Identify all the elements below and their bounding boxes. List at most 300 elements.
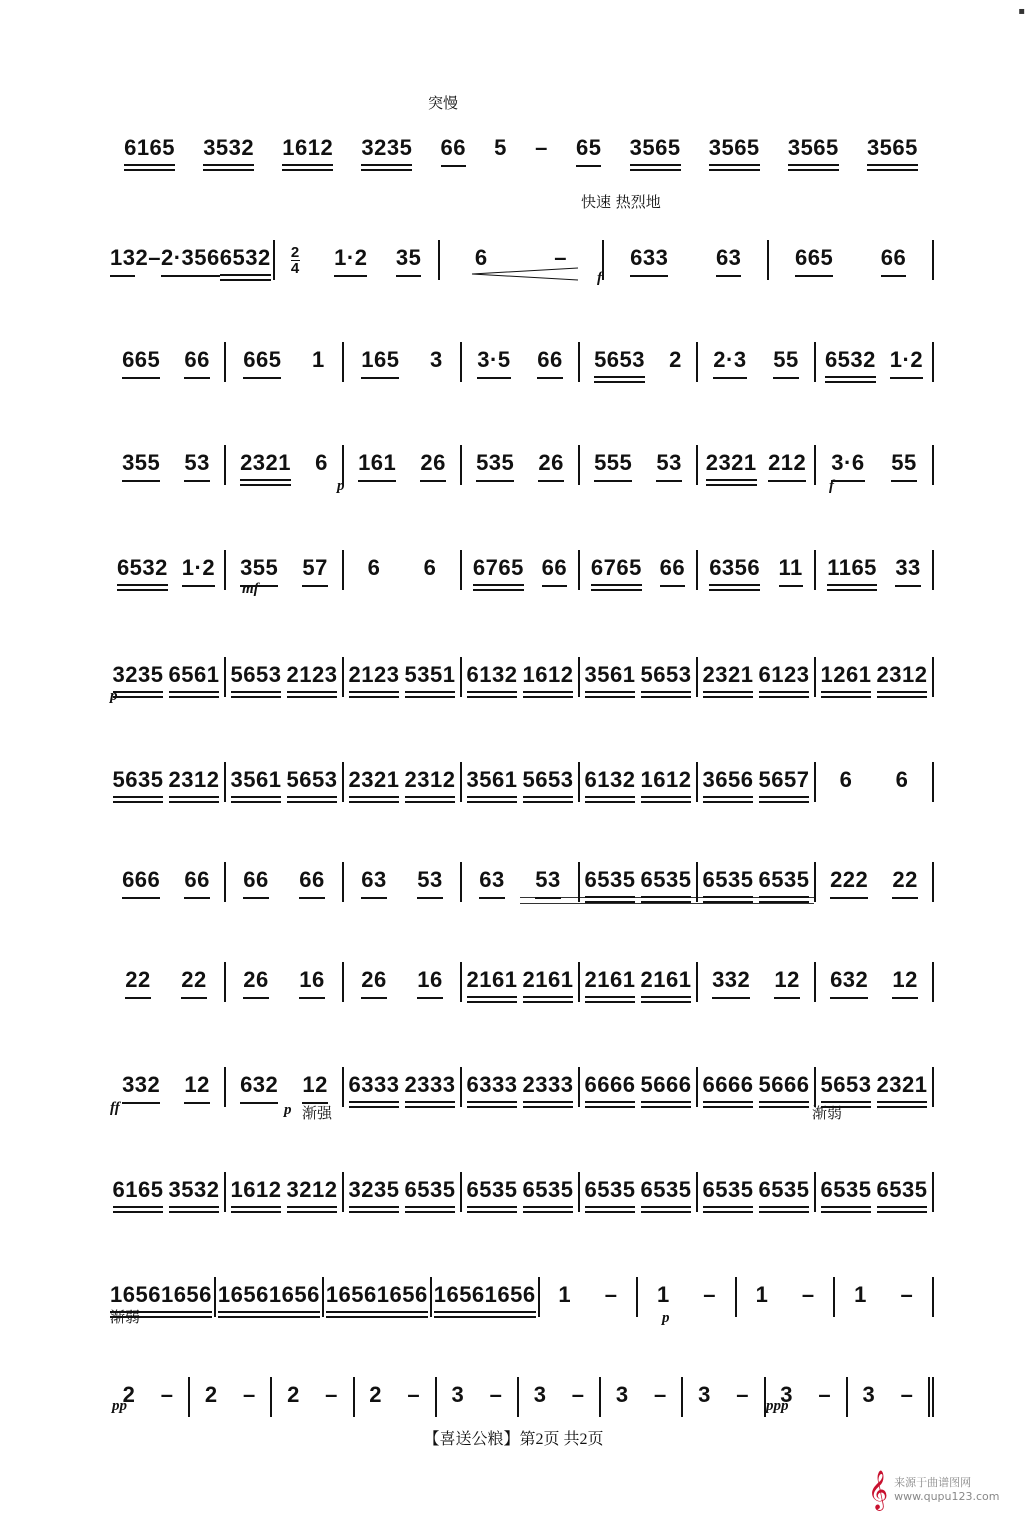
note-group: 6535 bbox=[759, 1177, 810, 1207]
dash-extension: – bbox=[653, 1382, 667, 1407]
note-group: 2 bbox=[369, 1382, 383, 1407]
note-group: 222 bbox=[830, 867, 868, 897]
note-group: 5351 bbox=[405, 662, 456, 692]
staff-system bbox=[108, 518, 934, 608]
note-group: 5653 bbox=[231, 662, 282, 692]
note-group: 66 bbox=[184, 347, 209, 377]
measure bbox=[816, 962, 934, 1002]
dynamic-f: f bbox=[597, 270, 602, 286]
note-group: 3656 bbox=[703, 767, 754, 797]
page-corner-mark: ▪ bbox=[1018, 6, 1025, 17]
note-group: 13 bbox=[110, 245, 135, 275]
measure bbox=[216, 1277, 324, 1317]
staff-system bbox=[108, 625, 934, 715]
measure bbox=[698, 1172, 816, 1212]
measure bbox=[816, 1172, 934, 1212]
staff-line bbox=[108, 342, 934, 382]
note-group: 1 bbox=[854, 1282, 867, 1307]
note-group: 16 bbox=[299, 967, 324, 997]
measure bbox=[462, 445, 580, 485]
measure bbox=[226, 1172, 344, 1212]
note-group: 3·5 bbox=[477, 347, 510, 377]
note-group: 6132 bbox=[467, 662, 518, 692]
note-group: 632 bbox=[240, 1072, 278, 1102]
note-group: 355 bbox=[240, 555, 278, 585]
note-group: 1165 bbox=[827, 555, 877, 585]
note-group: 1656 bbox=[269, 1282, 320, 1312]
measure bbox=[462, 550, 580, 590]
staff-system bbox=[108, 413, 934, 503]
dash-extension: – bbox=[604, 1282, 618, 1307]
measure bbox=[190, 1377, 272, 1417]
measure bbox=[344, 1172, 462, 1212]
measure bbox=[462, 1067, 580, 1107]
note-group: 6 bbox=[839, 767, 853, 792]
measure bbox=[108, 1172, 226, 1212]
measure bbox=[698, 342, 816, 382]
measure bbox=[580, 550, 698, 590]
staff-line bbox=[108, 130, 934, 170]
staff-line bbox=[108, 240, 934, 280]
note-group: 5653 bbox=[523, 767, 574, 797]
note-group: 6535 bbox=[405, 1177, 456, 1207]
note-group: 6165 bbox=[113, 1177, 164, 1207]
measure bbox=[698, 550, 816, 590]
note-group: 665 bbox=[243, 347, 281, 377]
measure bbox=[816, 1067, 934, 1107]
note-group: 6535 bbox=[641, 1177, 692, 1207]
measure bbox=[108, 1277, 216, 1317]
time-signature bbox=[291, 245, 300, 276]
dash-extension: – bbox=[242, 1382, 256, 1407]
measure bbox=[108, 550, 226, 590]
note-group: 6535 bbox=[759, 867, 810, 897]
note-group: 2 bbox=[287, 1382, 300, 1407]
measure bbox=[108, 445, 226, 485]
measure bbox=[580, 762, 698, 802]
note-group: 3 bbox=[615, 1382, 629, 1407]
note-group: 6535 bbox=[703, 867, 754, 897]
measure bbox=[108, 240, 275, 280]
dash-extension: – bbox=[325, 1382, 338, 1407]
note-group: 1656 bbox=[485, 1282, 536, 1312]
note-group: 2312 bbox=[877, 662, 928, 692]
time-signature-top: 2 bbox=[290, 243, 300, 261]
measure bbox=[604, 240, 769, 280]
measure bbox=[835, 1277, 934, 1317]
page-footer: 【喜送公粮】第2页 共2页 bbox=[423, 1431, 604, 1448]
note-group: 5653 bbox=[594, 347, 645, 377]
note-group: 55 bbox=[891, 450, 916, 480]
measure bbox=[816, 342, 934, 382]
watermark-line2: www.qupu123.com bbox=[894, 1490, 1000, 1503]
note-group: 22 bbox=[181, 967, 206, 997]
staff-line bbox=[108, 1277, 934, 1317]
staff-line bbox=[108, 1172, 934, 1212]
note-group: 66 bbox=[660, 555, 685, 585]
measure bbox=[580, 657, 698, 697]
note-group: 2321 bbox=[703, 662, 754, 692]
note-group: 2321 bbox=[706, 450, 757, 480]
note-group: 6333 bbox=[467, 1072, 518, 1102]
note-group: 3565 bbox=[630, 135, 681, 165]
measure bbox=[437, 1377, 519, 1417]
dash-extension: – bbox=[900, 1382, 914, 1407]
measure bbox=[698, 445, 816, 485]
note-group: 12 bbox=[302, 1072, 327, 1102]
note-group: 3 bbox=[451, 1382, 465, 1407]
note-group: 66 bbox=[441, 135, 466, 165]
staff-line bbox=[108, 445, 934, 485]
note-group: 16 bbox=[417, 967, 442, 997]
note-group: 26 bbox=[538, 450, 563, 480]
measure bbox=[816, 445, 934, 485]
note-group: 66 bbox=[243, 867, 268, 897]
note-group: 53 bbox=[535, 867, 560, 897]
staff-line bbox=[108, 657, 934, 697]
measure bbox=[638, 1277, 737, 1317]
note-group: 26 bbox=[361, 967, 386, 997]
measure bbox=[226, 550, 344, 590]
note-group: 2321 bbox=[349, 767, 400, 797]
note-group: 5666 bbox=[641, 1072, 692, 1102]
measure bbox=[769, 240, 934, 280]
note-group: 3532 bbox=[203, 135, 254, 165]
measure bbox=[462, 862, 580, 902]
note-group: 1 bbox=[755, 1282, 769, 1307]
measure bbox=[344, 342, 462, 382]
note-group: 6123 bbox=[759, 662, 810, 692]
staff-line bbox=[108, 762, 934, 802]
dash-extension: – bbox=[554, 245, 568, 270]
dash-extension: – bbox=[148, 245, 161, 270]
time-signature-bottom: 4 bbox=[290, 259, 300, 277]
dash-extension: – bbox=[900, 1282, 914, 1307]
measure bbox=[462, 762, 580, 802]
note-group: 2·3 bbox=[713, 347, 746, 377]
note-group: 53 bbox=[417, 867, 442, 897]
note-group: 1·2 bbox=[182, 555, 215, 585]
measure bbox=[848, 1377, 934, 1417]
note-group: 2312 bbox=[405, 767, 456, 797]
note-group: 6532 bbox=[825, 347, 876, 377]
note-group: 2321 bbox=[877, 1072, 928, 1102]
note-group: 33 bbox=[895, 555, 920, 585]
note-group: 165 bbox=[361, 347, 399, 377]
dynamic-pp: pp bbox=[112, 1398, 127, 1414]
note-group: 1656 bbox=[377, 1282, 428, 1312]
dash-extension: – bbox=[571, 1382, 585, 1407]
note-group: 2 bbox=[669, 347, 682, 372]
watermark-line1: 来源于曲谱图网 bbox=[894, 1476, 972, 1489]
note-group: 665 bbox=[122, 347, 160, 377]
note-group: 6535 bbox=[641, 867, 692, 897]
measure bbox=[766, 1377, 848, 1417]
measure bbox=[344, 762, 462, 802]
note-group: 5653 bbox=[821, 1072, 872, 1102]
staff-system bbox=[108, 1245, 934, 1335]
note-group: 632 bbox=[830, 967, 868, 997]
note-group: 26 bbox=[243, 967, 268, 997]
note-group: 22 bbox=[125, 967, 150, 997]
note-group: 3 bbox=[429, 347, 443, 372]
measure bbox=[698, 962, 816, 1002]
treble-clef-icon: 𝄞 bbox=[868, 1470, 889, 1510]
note-group: 1656 bbox=[326, 1282, 377, 1312]
note-group: 6765 bbox=[591, 555, 642, 585]
note-group: 3 bbox=[862, 1382, 876, 1407]
measure bbox=[344, 657, 462, 697]
measure bbox=[108, 657, 226, 697]
measure bbox=[324, 1277, 432, 1317]
note-group: 5635 bbox=[113, 767, 164, 797]
measure bbox=[580, 342, 698, 382]
note-group: 6 bbox=[367, 555, 381, 580]
note-group: 3565 bbox=[867, 135, 918, 165]
measure bbox=[580, 962, 698, 1002]
staff-line bbox=[108, 1377, 934, 1417]
note-group: 2161 bbox=[523, 967, 574, 997]
note-group: 66 bbox=[184, 867, 209, 897]
note-group: 6765 bbox=[473, 555, 524, 585]
note-group: 3 bbox=[780, 1382, 794, 1407]
measure bbox=[580, 862, 698, 902]
note-group: 35 bbox=[396, 245, 421, 275]
note-group: 3235 bbox=[361, 135, 412, 165]
measure bbox=[540, 1277, 639, 1317]
note-group: 2 bbox=[204, 1382, 218, 1407]
note-group: 6535 bbox=[585, 1177, 636, 1207]
note-group: 6561 bbox=[169, 662, 220, 692]
expression-diminuendo: 渐弱 bbox=[110, 1308, 141, 1326]
note-group: 11 bbox=[779, 555, 803, 585]
measure bbox=[344, 1067, 462, 1107]
note-group: 6535 bbox=[703, 1177, 754, 1207]
measure bbox=[108, 1067, 226, 1107]
note-group: 6 bbox=[423, 555, 437, 580]
note-group: 3235 bbox=[349, 1177, 400, 1207]
measure bbox=[226, 962, 344, 1002]
expression-diminuendo: 渐弱 bbox=[812, 1104, 843, 1122]
dash-extension: – bbox=[407, 1382, 421, 1407]
note-group: 5666 bbox=[759, 1072, 810, 1102]
note-group: 1 bbox=[656, 1282, 670, 1307]
note-group: 6 bbox=[474, 245, 488, 270]
measure bbox=[698, 657, 816, 697]
note-group: 666 bbox=[122, 867, 160, 897]
note-group: 3 bbox=[533, 1382, 547, 1407]
note-group: 3·6 bbox=[831, 450, 864, 480]
staff-line bbox=[108, 1067, 934, 1107]
note-group: 1612 bbox=[641, 767, 692, 797]
note-group: 555 bbox=[594, 450, 632, 480]
staff-line bbox=[108, 862, 934, 902]
note-group: 66 bbox=[542, 555, 567, 585]
dynamic-ff: ff bbox=[110, 1100, 120, 1116]
note-group: 6666 bbox=[585, 1072, 636, 1102]
measure bbox=[355, 1377, 437, 1417]
dynamic-p: p bbox=[662, 1310, 670, 1326]
measure bbox=[580, 1067, 698, 1107]
note-group: 6535 bbox=[523, 1177, 574, 1207]
measure bbox=[108, 1377, 190, 1417]
dash-extension: – bbox=[160, 1382, 174, 1407]
note-group: 1 bbox=[311, 347, 325, 372]
note-group: 6535 bbox=[467, 1177, 518, 1207]
note-group: 3565 bbox=[788, 135, 839, 165]
staff-line bbox=[108, 550, 934, 590]
measure bbox=[683, 1377, 765, 1417]
measure bbox=[440, 240, 605, 280]
note-group: 12 bbox=[774, 967, 799, 997]
note-group: 2·356 bbox=[161, 245, 220, 275]
measure bbox=[737, 1277, 836, 1317]
note-group: 6132 bbox=[585, 767, 636, 797]
note-group: 1656 bbox=[218, 1282, 269, 1312]
measure bbox=[519, 1377, 601, 1417]
measure bbox=[226, 445, 344, 485]
dash-extension: – bbox=[489, 1382, 503, 1407]
dash-extension: – bbox=[703, 1282, 717, 1307]
measure bbox=[816, 862, 934, 902]
note-group: 6535 bbox=[877, 1177, 928, 1207]
note-group: 6532 bbox=[220, 245, 271, 275]
note-group: 66 bbox=[299, 867, 324, 897]
note-group: 2333 bbox=[405, 1072, 456, 1102]
note-group: 355 bbox=[122, 450, 160, 480]
note-group: 6 bbox=[895, 767, 909, 792]
measure bbox=[462, 657, 580, 697]
measure bbox=[462, 962, 580, 1002]
note-group: 2123 bbox=[349, 662, 400, 692]
note-group: 12 bbox=[892, 967, 917, 997]
dynamic-mf: mf bbox=[242, 581, 259, 597]
measure bbox=[226, 762, 344, 802]
note-group: 1·2 bbox=[890, 347, 923, 377]
staff-system bbox=[108, 1345, 934, 1435]
site-watermark bbox=[868, 1470, 1018, 1510]
staff-system bbox=[108, 730, 934, 820]
note-group: 161 bbox=[358, 450, 396, 480]
dynamic-p: p bbox=[284, 1102, 292, 1118]
dash-extension: – bbox=[736, 1382, 749, 1407]
note-group: 2123 bbox=[287, 662, 338, 692]
note-group: 6532 bbox=[117, 555, 168, 585]
note-group: 22 bbox=[892, 867, 917, 897]
note-group: 6535 bbox=[821, 1177, 872, 1207]
measure bbox=[580, 1172, 698, 1212]
measure bbox=[462, 1172, 580, 1212]
staff-system bbox=[108, 1140, 934, 1230]
note-group: 65 bbox=[576, 135, 601, 165]
dash-extension: – bbox=[801, 1282, 815, 1307]
measure bbox=[226, 1067, 344, 1107]
note-group: 66 bbox=[537, 347, 562, 377]
note-group: 633 bbox=[630, 245, 668, 275]
note-group: 332 bbox=[122, 1072, 160, 1102]
note-group: 3565 bbox=[709, 135, 760, 165]
measure bbox=[108, 862, 226, 902]
measure bbox=[108, 342, 226, 382]
staff-line bbox=[108, 962, 934, 1002]
measure bbox=[275, 240, 440, 280]
note-group: 1612 bbox=[231, 1177, 282, 1207]
dash-extension: – bbox=[535, 135, 548, 160]
measure bbox=[344, 862, 462, 902]
note-group: 2312 bbox=[169, 767, 220, 797]
note-group: 1261 bbox=[821, 662, 872, 692]
measure bbox=[432, 1277, 540, 1317]
measure bbox=[108, 762, 226, 802]
measure bbox=[462, 342, 580, 382]
note-group: 6356 bbox=[709, 555, 760, 585]
note-group: 1656 bbox=[110, 1282, 161, 1312]
note-group: 2161 bbox=[585, 967, 636, 997]
note-group: 5 bbox=[494, 135, 507, 160]
note-group: 53 bbox=[656, 450, 681, 480]
note-group: 55 bbox=[773, 347, 798, 377]
measure bbox=[344, 550, 462, 590]
measure bbox=[601, 1377, 683, 1417]
staff-system bbox=[108, 930, 934, 1020]
note-group: 2321 bbox=[240, 450, 291, 480]
note-group: 6165 bbox=[124, 135, 175, 165]
note-group: 1656 bbox=[161, 1282, 212, 1312]
note-group: 5653 bbox=[287, 767, 338, 797]
note-group: 1612 bbox=[523, 662, 574, 692]
measure bbox=[108, 962, 226, 1002]
note-group: 665 bbox=[795, 245, 833, 275]
note-group: 2333 bbox=[523, 1072, 574, 1102]
measure bbox=[580, 445, 698, 485]
note-group: 6333 bbox=[349, 1072, 400, 1102]
note-group: 1612 bbox=[282, 135, 333, 165]
note-group: 63 bbox=[716, 245, 741, 275]
note-group: 3561 bbox=[467, 767, 518, 797]
tempo-mark-sudden-slow: 突慢 bbox=[428, 94, 459, 112]
note-group: 2161 bbox=[467, 967, 518, 997]
note-group: 332 bbox=[712, 967, 750, 997]
note-group: 1·2 bbox=[334, 245, 367, 275]
measure bbox=[344, 962, 462, 1002]
measure bbox=[816, 550, 934, 590]
note-group: 53 bbox=[184, 450, 209, 480]
expression-crescendo: 渐强 bbox=[302, 1104, 333, 1122]
note-group: 3235 bbox=[113, 662, 164, 692]
staff-system bbox=[108, 1035, 934, 1125]
note-group: 2 bbox=[135, 245, 149, 270]
note-group: 1656 bbox=[434, 1282, 485, 1312]
staff-system bbox=[108, 208, 934, 298]
measure bbox=[698, 762, 816, 802]
measure bbox=[226, 657, 344, 697]
note-group: 3532 bbox=[169, 1177, 220, 1207]
note-group: 3 bbox=[698, 1382, 711, 1407]
measure bbox=[226, 342, 344, 382]
staff-system bbox=[108, 830, 934, 920]
note-group: 12 bbox=[184, 1072, 209, 1102]
measure bbox=[698, 862, 816, 902]
note-group: 535 bbox=[476, 450, 514, 480]
measure bbox=[108, 130, 934, 170]
note-group: 2161 bbox=[641, 967, 692, 997]
measure bbox=[272, 1377, 354, 1417]
measure bbox=[816, 762, 934, 802]
note-group: 63 bbox=[479, 867, 504, 897]
note-group: 5657 bbox=[759, 767, 810, 797]
note-group: 2 bbox=[122, 1382, 136, 1407]
note-group: 6535 bbox=[585, 867, 636, 897]
